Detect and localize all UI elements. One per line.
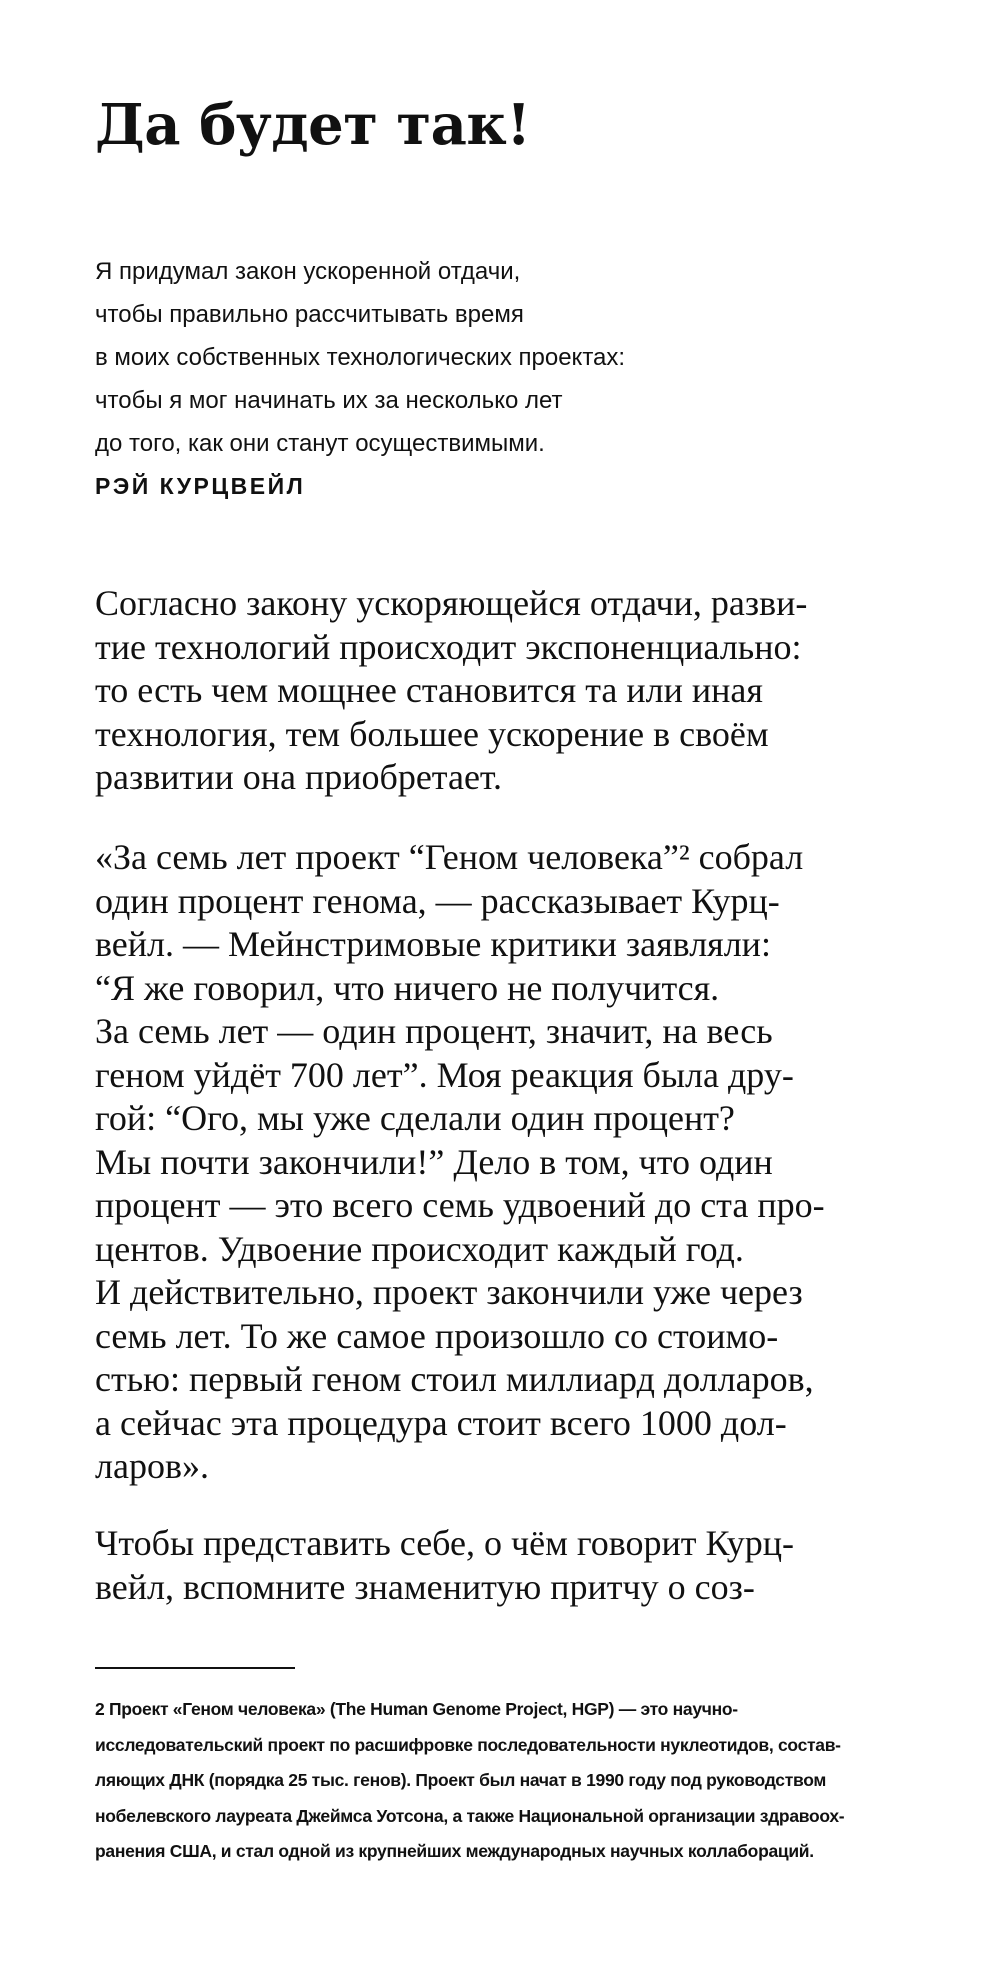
text-line: тие технологий происходит экспоненциально: — [95, 626, 802, 667]
text-line: технология, тем большее ускорение в своём — [95, 713, 769, 754]
text-line: За семь лет — один процент, значит, на весь — [95, 1011, 773, 1051]
text-line: Чтобы представить себе, о чём говорит Курц- — [95, 1523, 795, 1563]
text-line: Мы почти закончили!” Дело в том, что один — [95, 1141, 773, 1182]
text-line: И действительно, проект закончили уже через — [95, 1272, 803, 1312]
epigraph-line: Я придумал закон ускоренной отдачи, — [95, 258, 521, 285]
text-line: процент — это всего семь удвоений до ста про- — [95, 1185, 825, 1225]
footnote-line: исследовательский проект по расшифровке последовательности нуклеотидов, состав- — [95, 1734, 841, 1755]
text-line: один процент генома, — рассказывает Курц- — [95, 880, 780, 921]
text-line: то есть чем мощнее становится та или иная — [95, 670, 763, 710]
footnote-line: 2 Проект «Геном человека» (The Human Genome Project, HGP) — это научно- — [95, 1699, 738, 1719]
epigraph-line: чтобы я мог начинать их за несколько лет — [95, 387, 563, 414]
text-line: семь лет. То же самое произошло со стоимо- — [95, 1315, 779, 1356]
text-line: ларов». — [95, 1446, 209, 1486]
text-line: развитии она приобретает. — [95, 757, 502, 797]
text-line: вейл, вспомните знаменитую притчу о соз- — [95, 1566, 755, 1607]
paragraph-2 — [95, 836, 915, 1489]
text-line: вейл. — Мейнстримовые критики заявляли: — [95, 924, 771, 964]
footnote-line: нобелевского лауреата Джеймса Уотсона, а также Национальной организации здравоох- — [95, 1805, 845, 1826]
paragraph-3 — [95, 1522, 915, 1609]
epigraph-author: РЭЙ КУРЦВЕЙЛ — [95, 473, 306, 499]
text-line: стью: первый геном стоил миллиард долларов, — [95, 1359, 814, 1399]
epigraph-line: в моих собственных технологических проектах: — [95, 344, 626, 371]
epigraph — [95, 250, 915, 508]
footnote-line: ляющих ДНК (порядка 25 тыс. генов). Проект был начат в 1990 году под руководством — [95, 1770, 827, 1790]
chapter-title: Да будет так! — [95, 92, 531, 158]
text-line: центов. Удвоение происходит каждый год. — [95, 1228, 744, 1269]
text-line: «За семь лет проект “Геном человека”² собрал — [95, 837, 804, 877]
text-line: Согласно закону ускоряющейся отдачи, разви- — [95, 583, 808, 623]
text-line: а сейчас эта процедура стоит всего 1000 дол- — [95, 1402, 787, 1443]
footnote-line: ранения США, и стал одной из крупнейших международных научных коллабораций. — [95, 1841, 814, 1861]
footnote — [95, 1692, 925, 1870]
epigraph-line: до того, как они станут осуществимыми. — [95, 430, 545, 457]
text-line: гой: “Ого, мы уже сделали один процент? — [95, 1098, 735, 1138]
epigraph-line: чтобы правильно рассчитывать время — [95, 301, 524, 328]
paragraph-1 — [95, 582, 915, 800]
text-line: “Я же говорил, что ничего не получится. — [95, 967, 720, 1008]
footnote-divider — [95, 1667, 295, 1669]
text-line: геном уйдёт 700 лет”. Моя реакция была дру- — [95, 1054, 794, 1095]
